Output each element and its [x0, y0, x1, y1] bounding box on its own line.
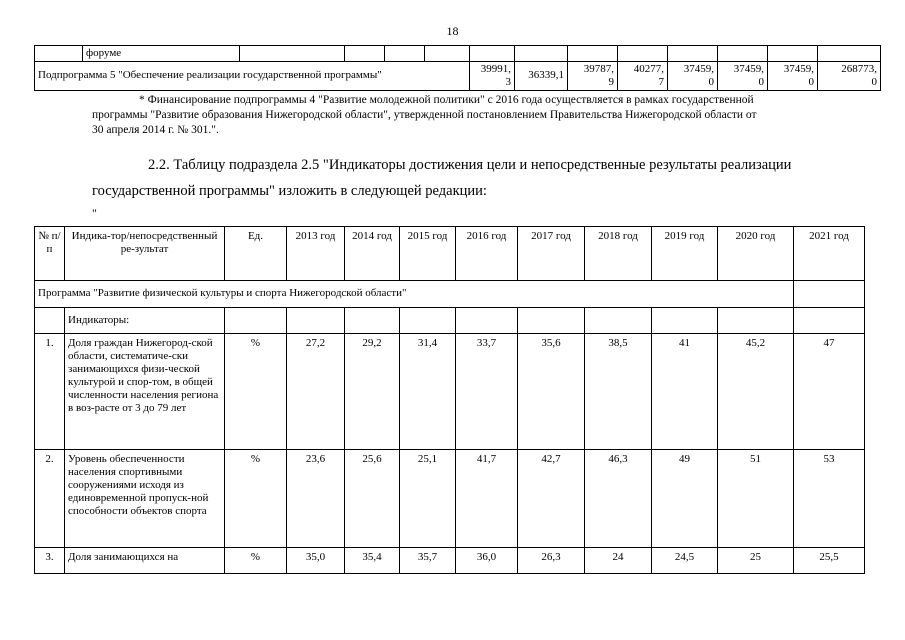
indicator-unit: % — [225, 548, 287, 574]
indicator-value: 36,0 — [456, 548, 518, 574]
indicator-value: 23,6 — [287, 450, 345, 548]
table-row — [35, 450, 865, 548]
header-year: 2019 год — [652, 227, 718, 281]
indicator-value: 25 — [718, 548, 794, 574]
budget-value: 36339,1 — [515, 62, 568, 91]
indicator-value: 38,5 — [585, 334, 652, 450]
budget-table — [34, 45, 881, 91]
indicator-value: 27,2 — [287, 334, 345, 450]
indicator-unit: % — [225, 450, 287, 548]
indicator-value: 47 — [794, 334, 865, 450]
paragraph-line: 2.2. Таблицу подраздела 2.5 "Индикаторы достижения цели и непосредственные результаты реализации — [148, 157, 792, 173]
footnote-line: 30 апреля 2014 г. № 301.". — [92, 124, 219, 136]
row-number: 1. — [35, 334, 65, 450]
budget-value: 39991, 3 — [470, 62, 515, 91]
header-year: 2013 год — [287, 227, 345, 281]
indicator-name: Доля занимающихся на — [65, 548, 225, 574]
table-row — [35, 334, 865, 450]
indicator-value: 45,2 — [718, 334, 794, 450]
indicator-value: 33,7 — [456, 334, 518, 450]
indicator-value: 41,7 — [456, 450, 518, 548]
indicator-value: 26,3 — [518, 548, 585, 574]
indicator-value: 46,3 — [585, 450, 652, 548]
budget-row-label: Подпрограмма 5 "Обеспечение реализации государственной программы" — [35, 62, 470, 91]
indicator-value: 31,4 — [400, 334, 456, 450]
budget-value: 268773, 0 — [818, 62, 881, 91]
program-row — [35, 281, 865, 308]
indicator-value: 53 — [794, 450, 865, 548]
indicator-value: 24,5 — [652, 548, 718, 574]
indicator-value: 49 — [652, 450, 718, 548]
budget-prev-row-text: форуме — [83, 46, 240, 62]
footnote-line: программы "Развитие образования Нижегородской области", утвержденной постановлением Правительства Нижегородской области от — [92, 109, 757, 121]
header-year: 2020 год — [718, 227, 794, 281]
indicator-value: 25,1 — [400, 450, 456, 548]
table-header-row — [35, 227, 865, 281]
budget-value: 40277, 7 — [618, 62, 668, 91]
header-year: 2021 год — [794, 227, 865, 281]
footnote-line: * Финансирование подпрограммы 4 "Развитие молодежной политики" с 2016 года осуществляется в рамках государственной — [139, 94, 754, 106]
indicator-value: 25,5 — [794, 548, 865, 574]
indicator-value: 25,6 — [345, 450, 400, 548]
header-unit: Ед. — [225, 227, 287, 281]
indicator-unit: % — [225, 334, 287, 450]
indicators-table — [34, 226, 865, 574]
row-number: 3. — [35, 548, 65, 574]
indicator-value: 35,6 — [518, 334, 585, 450]
indicators-label: Индикаторы: — [65, 308, 225, 334]
indicators-label-row — [35, 308, 865, 334]
row-number: 2. — [35, 450, 65, 548]
header-year: 2017 год — [518, 227, 585, 281]
budget-value: 37459, 0 — [668, 62, 718, 91]
header-year: 2015 год — [400, 227, 456, 281]
header-indicator: Индика-тор/непосредственный ре-зультат — [65, 227, 225, 281]
header-num: № п/п — [35, 227, 65, 281]
indicator-value: 35,4 — [345, 548, 400, 574]
header-year: 2016 год — [456, 227, 518, 281]
page-number: 18 — [446, 24, 459, 38]
header-year: 2018 год — [585, 227, 652, 281]
indicator-value: 24 — [585, 548, 652, 574]
indicator-name: Доля граждан Нижегород-ской области, систематиче-ски занимающихся физи-ческой культурой и спор-том, в общей численности населения региона в воз-расте от 3 до 79 лет — [65, 334, 225, 450]
indicator-value: 42,7 — [518, 450, 585, 548]
indicator-value: 41 — [652, 334, 718, 450]
opening-quote: " — [92, 206, 97, 220]
paragraph-line: государственной программы" изложить в следующей редакции: — [92, 183, 487, 199]
indicator-value: 29,2 — [345, 334, 400, 450]
budget-prev-row — [35, 46, 881, 62]
indicator-value: 35,0 — [287, 548, 345, 574]
program-title: Программа "Развитие физической культуры и спорта Нижегородской области" — [35, 281, 794, 308]
indicator-value: 51 — [718, 450, 794, 548]
budget-value: 37459, 0 — [768, 62, 818, 91]
indicator-value: 35,7 — [400, 548, 456, 574]
table-row — [35, 548, 865, 574]
budget-value: 37459, 0 — [718, 62, 768, 91]
indicator-name: Уровень обеспеченности населения спортивными сооружениями исходя из единовременной пропуск-ной способности объектов спорта — [65, 450, 225, 548]
budget-value: 39787, 9 — [568, 62, 618, 91]
header-year: 2014 год — [345, 227, 400, 281]
budget-subprogram-row — [35, 62, 881, 91]
